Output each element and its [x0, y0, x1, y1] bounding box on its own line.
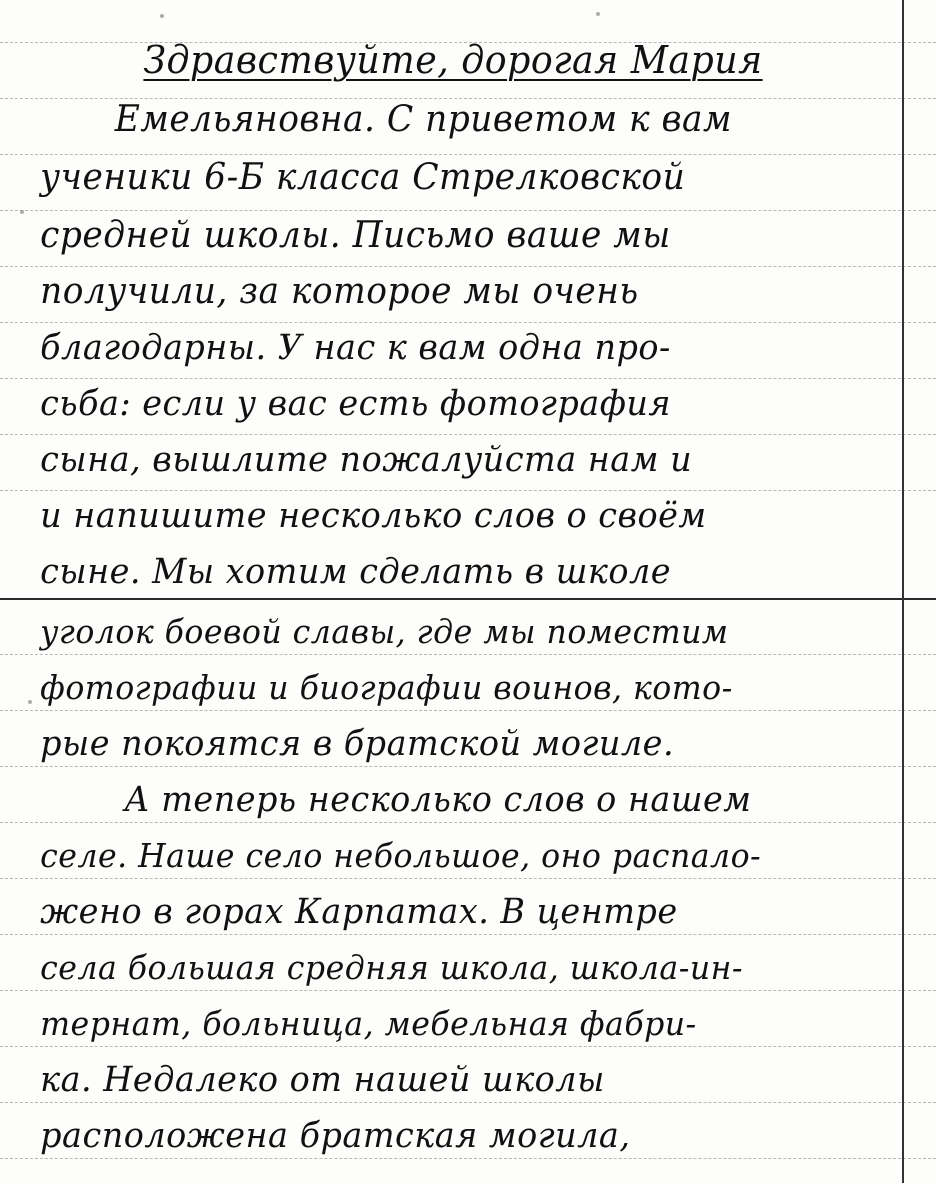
letter-line: ка. Недалеко от нашей школы — [40, 1060, 605, 1100]
letter-line: сыне. Мы хотим сделать в школе — [40, 552, 672, 592]
letter-line: жено в горах Карпатах. В центре — [40, 892, 678, 932]
letter-line: уголок боевой славы, где мы поместим — [40, 612, 729, 651]
letter-line: благодарны. У нас к вам одна про- — [40, 328, 671, 368]
letter-line: фотографии и биографии воинов, кото- — [40, 668, 733, 707]
paper-speck — [160, 14, 164, 18]
letter-line: и напишите несколько слов о своём — [40, 496, 707, 536]
letter-line: селе. Наше село небольшое, оно распало- — [40, 836, 762, 875]
letter-line: села большая средняя школа, школа-ин- — [40, 948, 744, 987]
letter-line: сына, вышлите пожалуйста нам и — [40, 440, 693, 480]
letter-line: расположена братская могила, — [40, 1116, 631, 1156]
letter-line: средней школы. Письмо ваше мы — [40, 215, 671, 256]
letter-greeting-line: Здравствуйте, дорогая Мария — [143, 38, 763, 82]
letter-line: тернат, больница, мебельная фабри- — [40, 1004, 697, 1043]
letter-line: сьба: если у вас есть фотография — [40, 384, 672, 424]
letter-line: Емельяновна. С приветом к вам — [114, 99, 732, 140]
page-margin-line — [902, 0, 904, 1183]
letter-paragraph-start: А теперь несколько слов о нашем — [124, 780, 752, 820]
letter-line: ученики 6-Б класса Стрелковской — [40, 157, 686, 198]
paper-speck — [596, 12, 600, 16]
letter-line: получили, за которое мы очень — [40, 271, 639, 312]
letter-line: рые покоятся в братской могиле. — [40, 724, 675, 764]
